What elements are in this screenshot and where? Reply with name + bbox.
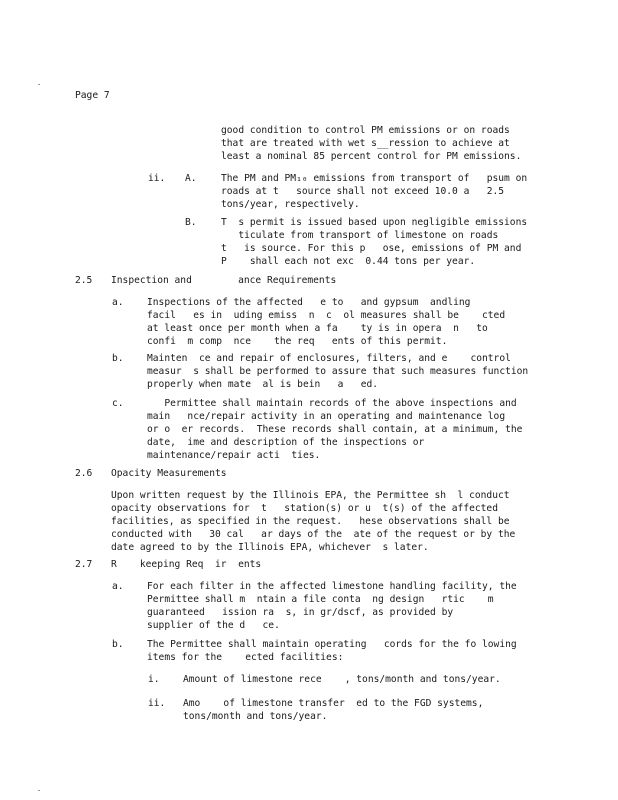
paragraph-2-7-b: The Permittee shall maintain operating cords for the fo lowing items for the ected facilities: [147, 639, 517, 663]
paragraph-2-5-b: Mainten ce and repair of enclosures, filters, and e control measur s shall be performed to assure that such measures function properly when mate al is bein a ed. [147, 353, 529, 390]
paragraph-ii-A: The PM and PM₁₀ emissions from transport of psum on roads at t source shall not exceed 10.0 a 2.5 tons/year, respectively. [221, 173, 528, 210]
item-label-2-7-a: a. [112, 581, 124, 592]
item-number-ii: ii. [148, 173, 166, 184]
section-title-2-6: Opacity Measurements [111, 468, 227, 479]
item-label-2-5-c: c. [112, 398, 124, 409]
paragraph-2-5-c: Permittee shall maintain records of the above inspections and main nce/repair activity in an operating and maintenance log or o er records. These records shall contain, at a minimum, the date, ime and description of the inspections or maintenance/repair acti ties. [147, 398, 523, 461]
continued-paragraph: good condition to control PM emissions or on roads that are treated with wet s__ression to achieve at least a nominal 85 percent control for PM emissions. [221, 125, 522, 162]
page-number: Page 7 [75, 90, 110, 101]
item-label-2-7-b: b. [112, 639, 124, 650]
scan-speck [38, 790, 40, 791]
subitem-label-2-7-b-i: i. [148, 674, 160, 685]
section-number-2-6: 2.6 [75, 468, 93, 479]
subitem-label-A: A. [185, 173, 197, 184]
section-number-2-7: 2.7 [75, 559, 93, 570]
paragraph-2-5-a: Inspections of the affected e to and gypsum andling facil es in uding emiss n c ol measures shall be cted at least once per month when a fa ty is in opera n to confi m comp nce the req ents of this permit. [147, 297, 506, 347]
subitem-label-B: B. [185, 217, 197, 228]
paragraph-ii-B: T s permit is issued based upon negligible emissions ticulate from transport of limestone on roads t is source. For this p ose, emissions of PM and P shall each not exc 0.44 tons per year. [221, 217, 528, 267]
section-title-2-7: R keeping Req ir ents [111, 559, 262, 570]
paragraph-2-6: Upon written request by the Illinois EPA, the Permittee sh l conduct opacity observations for t station(s) or u t(s) of the affected facilities, as specified in the request. hese observations shall be conducted with 30 cal ar days of the ate of the request or by the date agreed to by the Illinois EPA, whichever s later. [111, 490, 516, 553]
list-item-2-7-b-ii: Amo of limestone transfer ed to the FGD systems, tons/month and tons/year. [183, 698, 484, 722]
section-number-2-5: 2.5 [75, 275, 93, 286]
scan-speck [38, 84, 40, 85]
section-title-2-5: Inspection and ance Requirements [111, 275, 337, 286]
list-item-2-7-b-i: Amount of limestone rece , tons/month and tons/year. [183, 674, 501, 685]
item-label-2-5-b: b. [112, 353, 124, 364]
item-label-2-5-a: a. [112, 297, 124, 308]
paragraph-2-7-a: For each filter in the affected limestone handling facility, the Permittee shall m ntain a file conta ng design rtic m guaranteed ission ra s, in gr/dscf, as provided by supplier of the d ce. [147, 581, 517, 631]
subitem-label-2-7-b-ii: ii. [148, 698, 166, 709]
